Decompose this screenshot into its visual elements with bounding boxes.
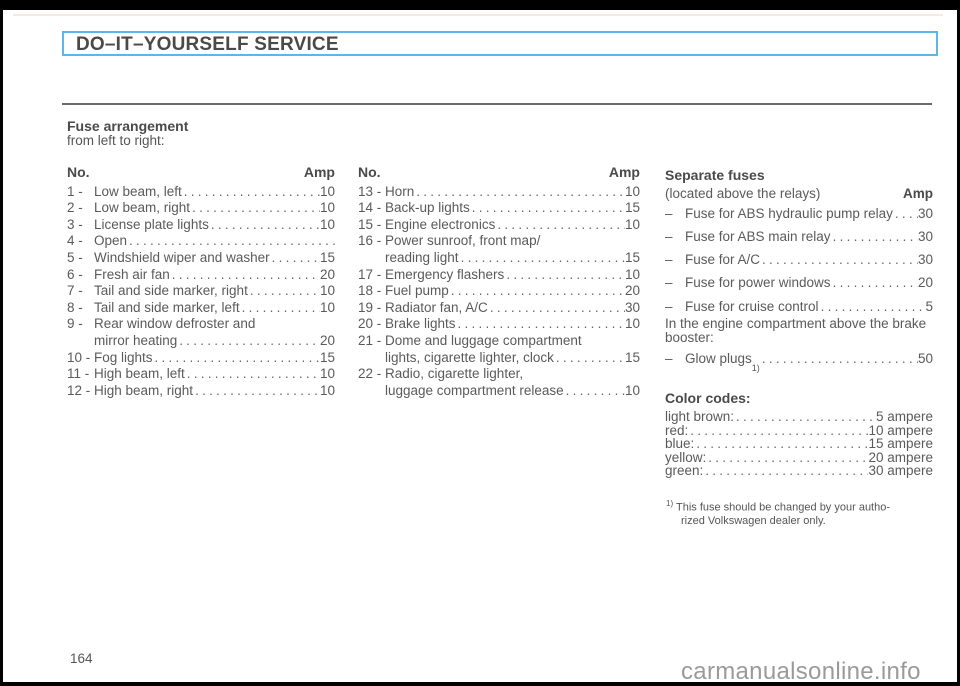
color-amperage: 30 ampere bbox=[868, 463, 933, 479]
leader-dots bbox=[504, 267, 625, 284]
color-code-row bbox=[665, 410, 933, 424]
fuse-table-left-header bbox=[67, 164, 335, 181]
fuse-label: Glow plugs bbox=[685, 351, 752, 367]
fuse-amp: 10 bbox=[624, 266, 640, 282]
leader-dots bbox=[240, 300, 320, 317]
separate-fuse-row bbox=[665, 275, 933, 292]
fuse-amp: 10 bbox=[624, 183, 640, 199]
fuse-row-continued bbox=[358, 350, 640, 367]
fuse-row bbox=[67, 383, 335, 400]
fuse-number: 7 - bbox=[67, 283, 83, 299]
fuse-number: 11 - bbox=[67, 366, 90, 382]
fuse-number: 8 - bbox=[67, 299, 83, 315]
fuse-amp: 20 bbox=[319, 266, 335, 282]
fuse-row bbox=[67, 267, 335, 284]
fuse-number: 5 - bbox=[67, 249, 83, 265]
fuse-amp: 10 bbox=[319, 382, 335, 398]
fuse-row-continued bbox=[358, 383, 640, 400]
color-amperage: 20 ampere bbox=[868, 449, 933, 465]
color-name: red: bbox=[665, 422, 689, 438]
dash-bullet: – bbox=[665, 351, 673, 367]
leader-dots bbox=[893, 206, 918, 223]
fuse-amp: 50 bbox=[917, 351, 933, 367]
fuse-row bbox=[67, 250, 335, 267]
fuse-amp: 20 bbox=[319, 332, 335, 348]
leader-dots bbox=[831, 229, 918, 246]
fuse-number: 9 - bbox=[67, 316, 83, 332]
fuse-arrangement-subtitle: from left to right: bbox=[67, 133, 165, 148]
color-amperage: 5 ampere bbox=[875, 409, 933, 425]
dash-bullet: – bbox=[665, 275, 673, 291]
leader-dots bbox=[209, 217, 320, 234]
fuse-label: Fuse for ABS hydraulic pump relay bbox=[685, 206, 893, 222]
leader-dots bbox=[688, 424, 868, 438]
fuse-amp: 10 bbox=[319, 183, 335, 199]
fuse-number: 17 - bbox=[358, 266, 382, 282]
color-codes-title: Color codes: bbox=[665, 389, 751, 406]
dash-bullet: – bbox=[665, 229, 673, 245]
color-code-row bbox=[665, 424, 933, 438]
dash-bullet: – bbox=[665, 206, 673, 222]
fuse-number: 16 - bbox=[358, 233, 382, 249]
fuse-amp: 15 bbox=[624, 249, 640, 265]
footnote bbox=[666, 497, 890, 528]
color-name: blue: bbox=[665, 436, 695, 452]
separate-fuses-location: (located above the relays) bbox=[665, 185, 821, 201]
fuse-number: 12 - bbox=[67, 382, 91, 398]
fuse-label: mirror heating bbox=[94, 332, 178, 348]
fuse-amp: 15 bbox=[624, 349, 640, 365]
fuse-label: Emergency flashers bbox=[385, 266, 505, 282]
fuse-label: License plate lights bbox=[94, 216, 209, 232]
leader-dots bbox=[760, 351, 918, 368]
separate-fuse-row bbox=[665, 252, 933, 269]
leader-dots bbox=[470, 200, 625, 217]
fuse-amp: 10 bbox=[624, 216, 640, 232]
fuse-amp: 20 bbox=[624, 283, 640, 299]
separate-fuses-header bbox=[665, 186, 933, 203]
fuse-amp: 15 bbox=[319, 249, 335, 265]
fuse-number: 20 - bbox=[358, 316, 382, 332]
fuse-label: luggage compartment release bbox=[385, 382, 564, 398]
fuse-label: Dome and luggage compartment bbox=[385, 332, 582, 348]
color-name: light brown: bbox=[665, 409, 735, 425]
fuse-number: 13 - bbox=[358, 183, 382, 199]
fuse-label: Radio, cigarette lighter, bbox=[385, 366, 524, 382]
glow-plugs-row: – Glow plugs 1) . . . 50 bbox=[665, 351, 933, 368]
fuse-row bbox=[67, 283, 335, 300]
manual-page bbox=[3, 10, 957, 685]
fuse-number: 10 - bbox=[67, 349, 91, 365]
fuse-amp: 5 bbox=[925, 298, 933, 314]
fuse-amp: 10 bbox=[319, 366, 335, 382]
fuse-row-continued bbox=[358, 250, 640, 267]
fuse-number: 6 - bbox=[67, 266, 83, 282]
fuse-amp: 10 bbox=[319, 299, 335, 315]
fuse-amp: 30 bbox=[917, 252, 933, 268]
fuse-number: 4 - bbox=[67, 233, 83, 249]
fuse-row bbox=[67, 300, 335, 317]
separate-fuses-title: Separate fuses bbox=[665, 167, 765, 183]
fuse-row bbox=[358, 300, 640, 317]
leader-dots bbox=[819, 299, 926, 316]
page-number: 164 bbox=[70, 651, 93, 666]
fuse-amp: 10 bbox=[319, 216, 335, 232]
fuse-row bbox=[358, 333, 640, 350]
fuse-number: 22 - bbox=[358, 366, 382, 382]
footnote-line: This fuse should be changed by your autho- bbox=[675, 501, 891, 514]
footnote-marker: 1) bbox=[666, 499, 674, 508]
fuse-number: 18 - bbox=[358, 283, 382, 299]
leader-dots bbox=[449, 283, 625, 300]
leader-dots bbox=[127, 233, 335, 250]
fuse-amp: 30 bbox=[624, 299, 640, 315]
fuse-row-continued bbox=[67, 333, 335, 350]
fuse-table-left bbox=[67, 164, 335, 399]
leader-dots bbox=[706, 451, 868, 465]
leader-dots bbox=[456, 316, 625, 333]
top-edge-line bbox=[13, 14, 943, 16]
fuse-number: 14 - bbox=[358, 200, 382, 216]
fuse-arrangement-title: Fuse arrangement bbox=[67, 118, 189, 134]
fuse-table-middle bbox=[358, 164, 640, 399]
fuse-label: reading light bbox=[385, 249, 459, 265]
leader-dots bbox=[459, 250, 625, 267]
fuse-label: lights, cigarette lighter, clock bbox=[385, 349, 554, 365]
leader-dots bbox=[734, 410, 876, 424]
dash-bullet: – bbox=[665, 298, 673, 314]
fuse-row bbox=[358, 283, 640, 300]
leader-dots bbox=[190, 200, 320, 217]
leader-dots bbox=[182, 184, 320, 201]
leader-dots bbox=[831, 275, 918, 292]
fuse-label: Low beam, right bbox=[94, 200, 191, 216]
fuse-row bbox=[67, 200, 335, 217]
fuse-label: Engine electronics bbox=[385, 216, 496, 232]
separate-fuses bbox=[665, 167, 933, 478]
fuse-amp: 10 bbox=[319, 200, 335, 216]
leader-dots bbox=[564, 383, 625, 400]
leader-dots bbox=[153, 350, 320, 367]
leader-dots bbox=[495, 217, 625, 234]
col-no-label: No. bbox=[67, 164, 90, 180]
fuse-amp: 10 bbox=[319, 283, 335, 299]
color-name: yellow: bbox=[665, 449, 707, 465]
fuse-amp: 20 bbox=[917, 275, 933, 291]
fuse-number: 2 - bbox=[67, 200, 83, 216]
leader-dots bbox=[170, 267, 320, 284]
fuse-number: 19 - bbox=[358, 299, 382, 315]
fuse-label: Tail and side marker, left bbox=[94, 299, 240, 315]
fuse-label: Tail and side marker, right bbox=[94, 283, 248, 299]
fuse-label: Fuse for power windows bbox=[685, 275, 831, 291]
leader-dots bbox=[248, 283, 320, 300]
fuse-row bbox=[358, 316, 640, 333]
fuse-row bbox=[67, 233, 335, 250]
section-header-box bbox=[62, 31, 938, 56]
fuse-label: Fuse for ABS main relay bbox=[685, 229, 831, 245]
fuse-label: Fuse for A/C bbox=[685, 252, 761, 268]
horizontal-rule bbox=[62, 103, 932, 105]
color-code-row bbox=[665, 464, 933, 478]
fuse-amp: 30 bbox=[917, 206, 933, 222]
fuse-row bbox=[358, 200, 640, 217]
color-code-row bbox=[665, 451, 933, 465]
leader-dots bbox=[554, 350, 625, 367]
fuse-label: Fog lights bbox=[94, 349, 153, 365]
fuse-row bbox=[67, 217, 335, 234]
col-amp-label: Amp bbox=[608, 164, 640, 180]
fuse-number: 21 - bbox=[358, 332, 382, 348]
col-amp-label: Amp bbox=[903, 185, 933, 201]
leader-dots bbox=[414, 184, 625, 201]
fuse-table-middle-header bbox=[358, 164, 640, 181]
section-header-title: DO–IT–YOURSELF SERVICE bbox=[76, 34, 339, 55]
color-amperage: 10 ampere bbox=[868, 422, 933, 438]
fuse-amp: 10 bbox=[624, 382, 640, 398]
fuse-label: Back-up lights bbox=[385, 200, 470, 216]
engine-compartment-note: In the engine compartment above the brake booster: bbox=[665, 316, 927, 346]
fuse-number: 3 - bbox=[67, 216, 83, 232]
fuse-amp: 15 bbox=[624, 200, 640, 216]
fuse-row bbox=[358, 366, 640, 383]
fuse-amp: 15 bbox=[319, 349, 335, 365]
leader-dots bbox=[694, 437, 868, 451]
fuse-row bbox=[67, 184, 335, 201]
separate-fuse-row bbox=[665, 229, 933, 246]
fuse-label: High beam, left bbox=[94, 366, 185, 382]
fuse-row bbox=[358, 267, 640, 284]
watermark-text: carmanualsonline.info bbox=[681, 658, 921, 685]
leader-dots bbox=[270, 250, 320, 267]
fuse-label: Windshield wiper and washer bbox=[94, 249, 270, 265]
fuse-label: Fuse for cruise control bbox=[685, 298, 819, 314]
footnote-line: rized Volkswagen dealer only. bbox=[681, 514, 826, 527]
separate-fuse-row bbox=[665, 299, 933, 316]
fuse-label: Radiator fan, A/C bbox=[385, 299, 488, 315]
fuse-label: Open bbox=[94, 233, 128, 249]
fuse-row bbox=[67, 366, 335, 383]
separate-fuse-row bbox=[665, 206, 933, 223]
dash-bullet: – bbox=[665, 252, 673, 268]
fuse-label: Fresh air fan bbox=[94, 266, 170, 282]
color-name: green: bbox=[665, 463, 704, 479]
fuse-row bbox=[67, 316, 335, 333]
leader-dots bbox=[185, 366, 320, 383]
fuse-row bbox=[358, 184, 640, 201]
fuse-label: Brake lights bbox=[385, 316, 456, 332]
leader-dots bbox=[488, 300, 625, 317]
fuse-number: 1 - bbox=[67, 183, 83, 199]
fuse-number: 15 - bbox=[358, 216, 382, 232]
fuse-label: Low beam, left bbox=[94, 183, 182, 199]
fuse-label: Power sunroof, front map/ bbox=[385, 233, 541, 249]
col-no-label: No. bbox=[358, 164, 381, 180]
leader-dots bbox=[177, 333, 320, 350]
col-amp-label: Amp bbox=[303, 164, 335, 180]
fuse-amp: 30 bbox=[917, 229, 933, 245]
color-code-row bbox=[665, 437, 933, 451]
fuse-label: High beam, right bbox=[94, 382, 194, 398]
fuse-label: Rear window defroster and bbox=[94, 316, 256, 332]
fuse-row bbox=[67, 350, 335, 367]
leader-dots bbox=[703, 464, 868, 478]
fuse-row bbox=[358, 233, 640, 250]
fuse-label: Horn bbox=[385, 183, 415, 199]
fuse-row bbox=[358, 217, 640, 234]
color-amperage: 15 ampere bbox=[868, 436, 933, 452]
fuse-label: Fuel pump bbox=[385, 283, 449, 299]
leader-dots bbox=[193, 383, 320, 400]
fuse-amp: 10 bbox=[624, 316, 640, 332]
leader-dots bbox=[760, 252, 918, 269]
